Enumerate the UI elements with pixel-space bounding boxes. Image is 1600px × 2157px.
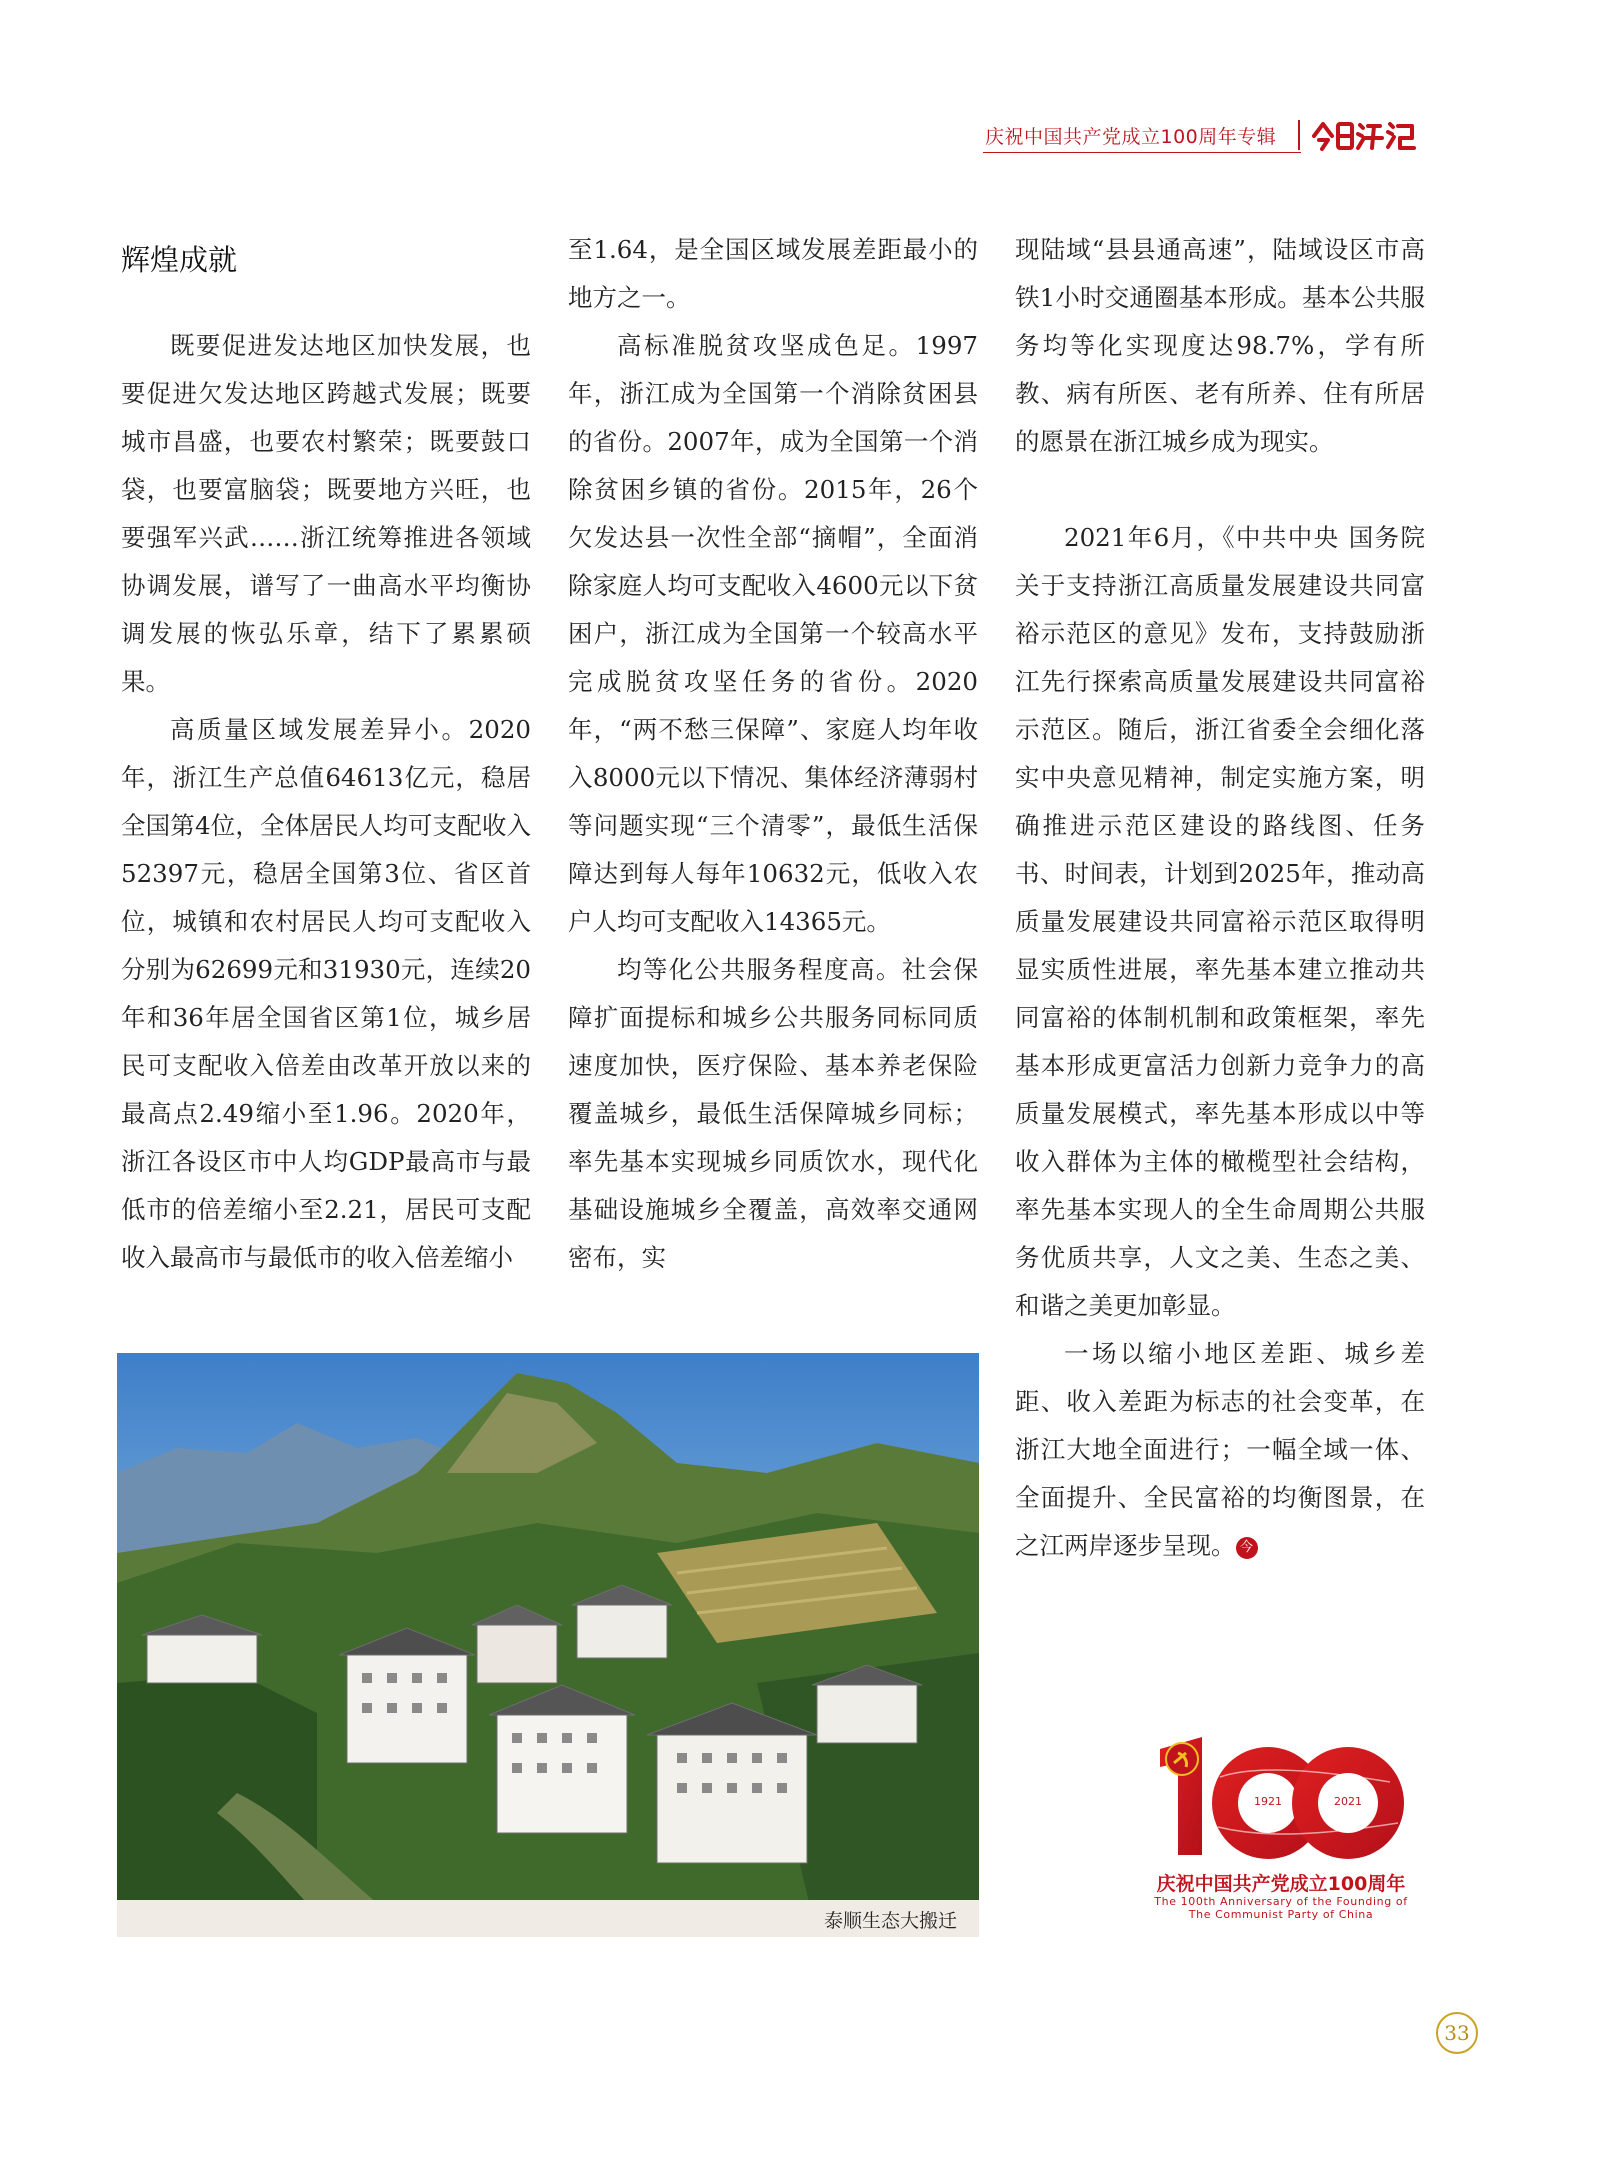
paragraph: 高标准脱贫攻坚成色足。1997年，浙江成为全国第一个消除贫困县的省份。2007年，成为全国第一个消除贫困乡镇的省份。2015年，26个欠发达县一次性全部“摘帽”，全面消除家庭人均可支配收入4600元以下贫困户，浙江成为全国第一个较高水平完成脱贫攻坚任务的省份。2020年，“两不愁三保障”、家庭人均年收入8000元以下情况、集体经济薄弱村等问题实现“三个清零”，最低生活保障达到每人每年10632元，低收入农户人均可支配收入14365元。	[568, 331, 978, 936]
end-mark-icon: 今	[1236, 1537, 1258, 1559]
text-column-3	[1015, 226, 1425, 1570]
paragraph: 高质量区域发展差异小。2020年，浙江生产总值64613亿元，稳居全国第4位，全体居民人均可支配收入52397元，稳居全国第3位、省区首位，城镇和农村居民人均可支配收入分别为62699元和31930元，连续20年和36年居全国省区第1位，城乡居民可支配收入倍差由改革开放以来的最高点2.49缩小至1.96。2020年，浙江各设区市中人均GDP最高市与最低市的倍差缩小至2.21，居民可支配收入最高市与最低市的收入倍差缩小	[121, 715, 531, 1272]
page-header	[985, 118, 1421, 160]
anniversary-title-en-2: The Communist Party of China	[1188, 1908, 1374, 1921]
paragraph: 既要促进发达地区加快发展，也要促进欠发达地区跨越式发展；既要城市昌盛，也要农村繁荣；既要鼓口袋，也要富脑袋；既要地方兴旺，也要强军兴武……浙江统筹推进各领域协调发展，谱写了一曲高水平均衡协调发展的恢弘乐章，结下了累累硕果。	[121, 331, 531, 696]
header-title: 庆祝中国共产党成立100周年专辑	[985, 126, 1277, 148]
text-column-2	[568, 226, 978, 1282]
village-photo	[117, 1353, 979, 1936]
photo-caption: 泰顺生态大搬迁	[823, 1910, 957, 1932]
paragraph: 2021年6月，《中共中央 国务院关于支持浙江高质量发展建设共同富裕示范区的意见》发布，支持鼓励浙江先行探索高质量发展建设共同富裕示范区。随后，浙江省委全会细化落实中央意见精神，制定实施方案，明确推进示范区建设的路线图、任务书、时间表，计划到2025年，推动高质量发展建设共同富裕示范区取得明显实质性进展，率先基本建立推动共同富裕的体制机制和政策框架，率先基本形成更富活力创新力竞争力的高质量发展模式，率先基本形成以中等收入群体为主体的橄榄型社会结构，率先基本实现人的全生命周期公共服务优质共享，人文之美、生态之美、和谐之美更加彰显。	[1015, 523, 1425, 1320]
header-underline	[983, 152, 1301, 153]
paragraph: 均等化公共服务程度高。社会保障扩面提标和城乡公共服务同标同质速度加快，医疗保险、基本养老保险覆盖城乡，最低生活保障城乡同标；率先基本实现城乡同质饮水，现代化基础设施城乡全覆盖，高效率交通网密布，实	[568, 955, 978, 1272]
paragraph-text: 一场以缩小地区差距、城乡差距、收入差距为标志的社会变革，在浙江大地全面进行；一幅全域一体、全面提升、全民富裕的均衡图景，在之江两岸逐步呈现。	[1015, 1339, 1425, 1560]
text-column-1	[121, 322, 531, 1282]
anniversary-title-en-1: The 100th Anniversary of the Founding of	[1154, 1895, 1408, 1908]
anniversary-year-end: 2021	[1334, 1795, 1362, 1808]
anniversary-logo	[1140, 1727, 1422, 1947]
paragraph: 至1.64，是全国区域发展差距最小的地方之一。	[568, 235, 978, 312]
photo-caption-strip	[117, 1900, 979, 1937]
jinri-zhejiang-logo	[1308, 116, 1420, 152]
page-number: 33	[1436, 2012, 1478, 2054]
anniversary-year-start: 1921	[1254, 1795, 1282, 1808]
closing-paragraph	[1015, 1330, 1425, 1570]
paragraph: 现陆域“县县通高速”，陆域设区市高铁1小时交通圈基本形成。基本公共服务均等化实现度达98.7%，学有所教、病有所医、老有所养、住有所居的愿景在浙江城乡成为现实。	[1015, 235, 1425, 456]
anniversary-title-cn: 庆祝中国共产党成立100周年	[1156, 1873, 1406, 1895]
section-heading: 辉煌成就	[121, 243, 238, 277]
header-divider	[1298, 120, 1300, 150]
